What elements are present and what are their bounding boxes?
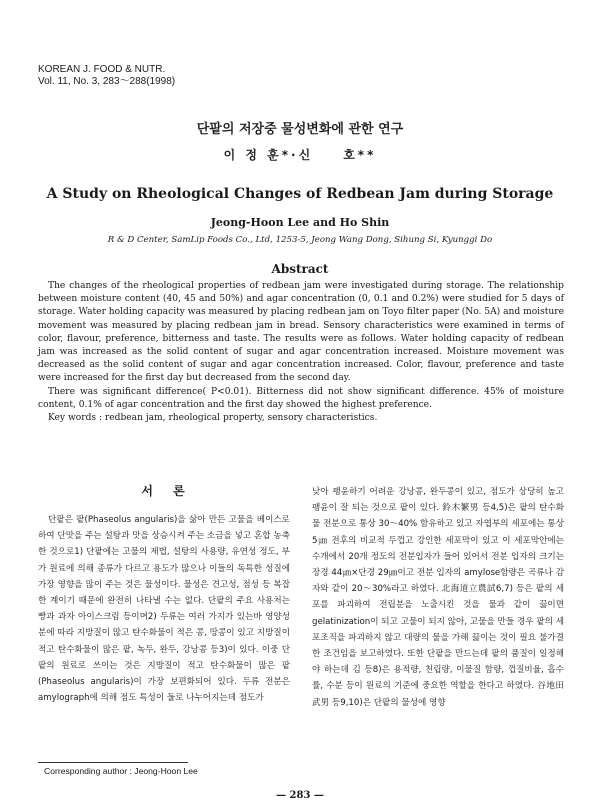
intro-left-column (38, 512, 290, 706)
page-number: — 283 — (276, 790, 324, 801)
english-authors: Jeong-Hoon Lee and Ho Shin (210, 216, 390, 229)
abstract-body (38, 280, 564, 425)
corresponding-author-note: Corresponding author : Jeong-Hoon Lee (44, 766, 198, 776)
intro-right-text: 낮아 팽윤하기 어려운 강낭콩, 완두콩이 있고, 점도가 상당히 높고 팽윤이 잘 되는 것으로 팥이 있다. 鈴木繁男 등4,5)은 팥의 탄수화물 전분으로 통상 30～40% 함유하고 있고 자엽부의 세포에는 통상 5㎛ 전후의 비교적 두껍고 강인한 세포막이 있고 이 세포막안에는 수개에서 20개 정도의 전분입자가 들어 있어서 전분 입자의 크기는 장경 44㎛×단경 29㎛이고 전분 입자의 amylose함량은 곡류나 감자와 같이 20～30%라고 하였다. 北海道立農試6,7) 등은 팥의 세포를 파괴하여 전립분을 노출시킨 것을 물과 같이 끓이면 gelatinization이 되고 고물이 되지 않아, 고물을 만들 경우 팥의 세포조직을 파괴하지 않고 대량의 물을 가해 끓이는 것이 필요 불가결한 조건임을 보고하였다. 또한 단팥을 만드는데 팥의 품질이 일정해야 하는데 김 등8)은 용적량, 천립량, 이물질 함량, 껍질비율, 흡수률, 수분 등이 원료의 기준에 중요한 역할을 한다고 하였다. 谷地田武男 등9,10)은 단팥의 물성에 영향 (312, 487, 564, 708)
intro-heading: 서 론 (141, 484, 193, 498)
affiliation: R & D Center, SamLip Foods Co., Ltd, 1253-5, Jeong Wang Dong, Sihung Si, Kyunggi Do (107, 235, 493, 245)
journal-volume: Vol. 11, No. 3, 283～288(1998) (38, 76, 176, 87)
korean-authors: 이 정 훈*·신 호** (223, 148, 377, 162)
abstract-paragraph-2: There was significant difference( P<0.01). Bitterness did not show significant difference. 45% of moisture content, 0.1% of agar concentration and the first day showed the highest preference. (38, 386, 564, 410)
abstract-heading: Abstract (271, 262, 329, 276)
journal-header (38, 64, 175, 88)
footnote-divider (38, 762, 188, 763)
intro-right-column (312, 484, 564, 711)
journal-name: KOREAN J. FOOD & NUTR. (38, 64, 166, 75)
english-title: A Study on Rheological Changes of Redbean Jam during Storage (46, 186, 554, 202)
intro-left-text: 단팥은 팥(Phaseolus angularis)을 삶아 만든 고물을 베이스로 하여 단맛을 주는 설탕과 맛을 상승시켜 주는 소금을 넣고 혼합 농축한 것으로1) 단팥에는 고물의 제법, 설탕의 사용량, 유연성 정도, 부가 원료에 의해 종류가 다르고 용도가 많으나 이들의 독특한 성질에 가장 영향을 많이 주는 것은 물성이다. 물성은 견고성, 점성 등 복잡한 계이기 때문에 완전히 나타낼 수는 없다. 단팥의 주요 사용처는 빵과 과자 아이스크림 등이며2) 두류는 여러 가지가 있는바 영양성분에 따라 지방질이 많고 탄수화물이 적은 콩, 땅콩이 있고 지방질이 적고 탄수화물이 많은 팥, 녹두, 완두, 강낭콩 등3)이 있다. 이중 단팥의 원료로 쓰이는 것은 지방질이 적고 탄수화물이 많은 팥(Phaseolus angularis)이 가장 보편화되어 있다. 두류 전분은 amylograph에 의해 점도 특성이 둘로 나누어지는데 점도가 (38, 515, 290, 704)
abstract-paragraph-1: The changes of the rheological properties of redbean jam were investigated during storage. The relationship between moisture content (40, 45 and 50%) and agar concentration (0, 0.1 and 0.2%) were studied for 5 days of storage. Water holding capacity was measured by placing redbean jam on Toyo filter paper (No. 5A) and moisture movement was measured by placing redbean jam in bread. Sensory characteristics were examined in terms of color, flavour, preference, bitterness and taste. The results were as follows. Water holding capacity of redbean jam was increased as the solid content of sugar and agar concentration increased. Moisture movement was decreased as the solid content of sugar and agar concentration increased. Color, flavour, preference and taste were increased for the first day but decreased from the second day. (38, 281, 564, 384)
korean-title: 단팥의 저장중 물성변화에 관한 연구 (196, 122, 404, 137)
abstract-keywords: Key words : redbean jam, rheological property, sensory characteristics. (48, 413, 378, 424)
